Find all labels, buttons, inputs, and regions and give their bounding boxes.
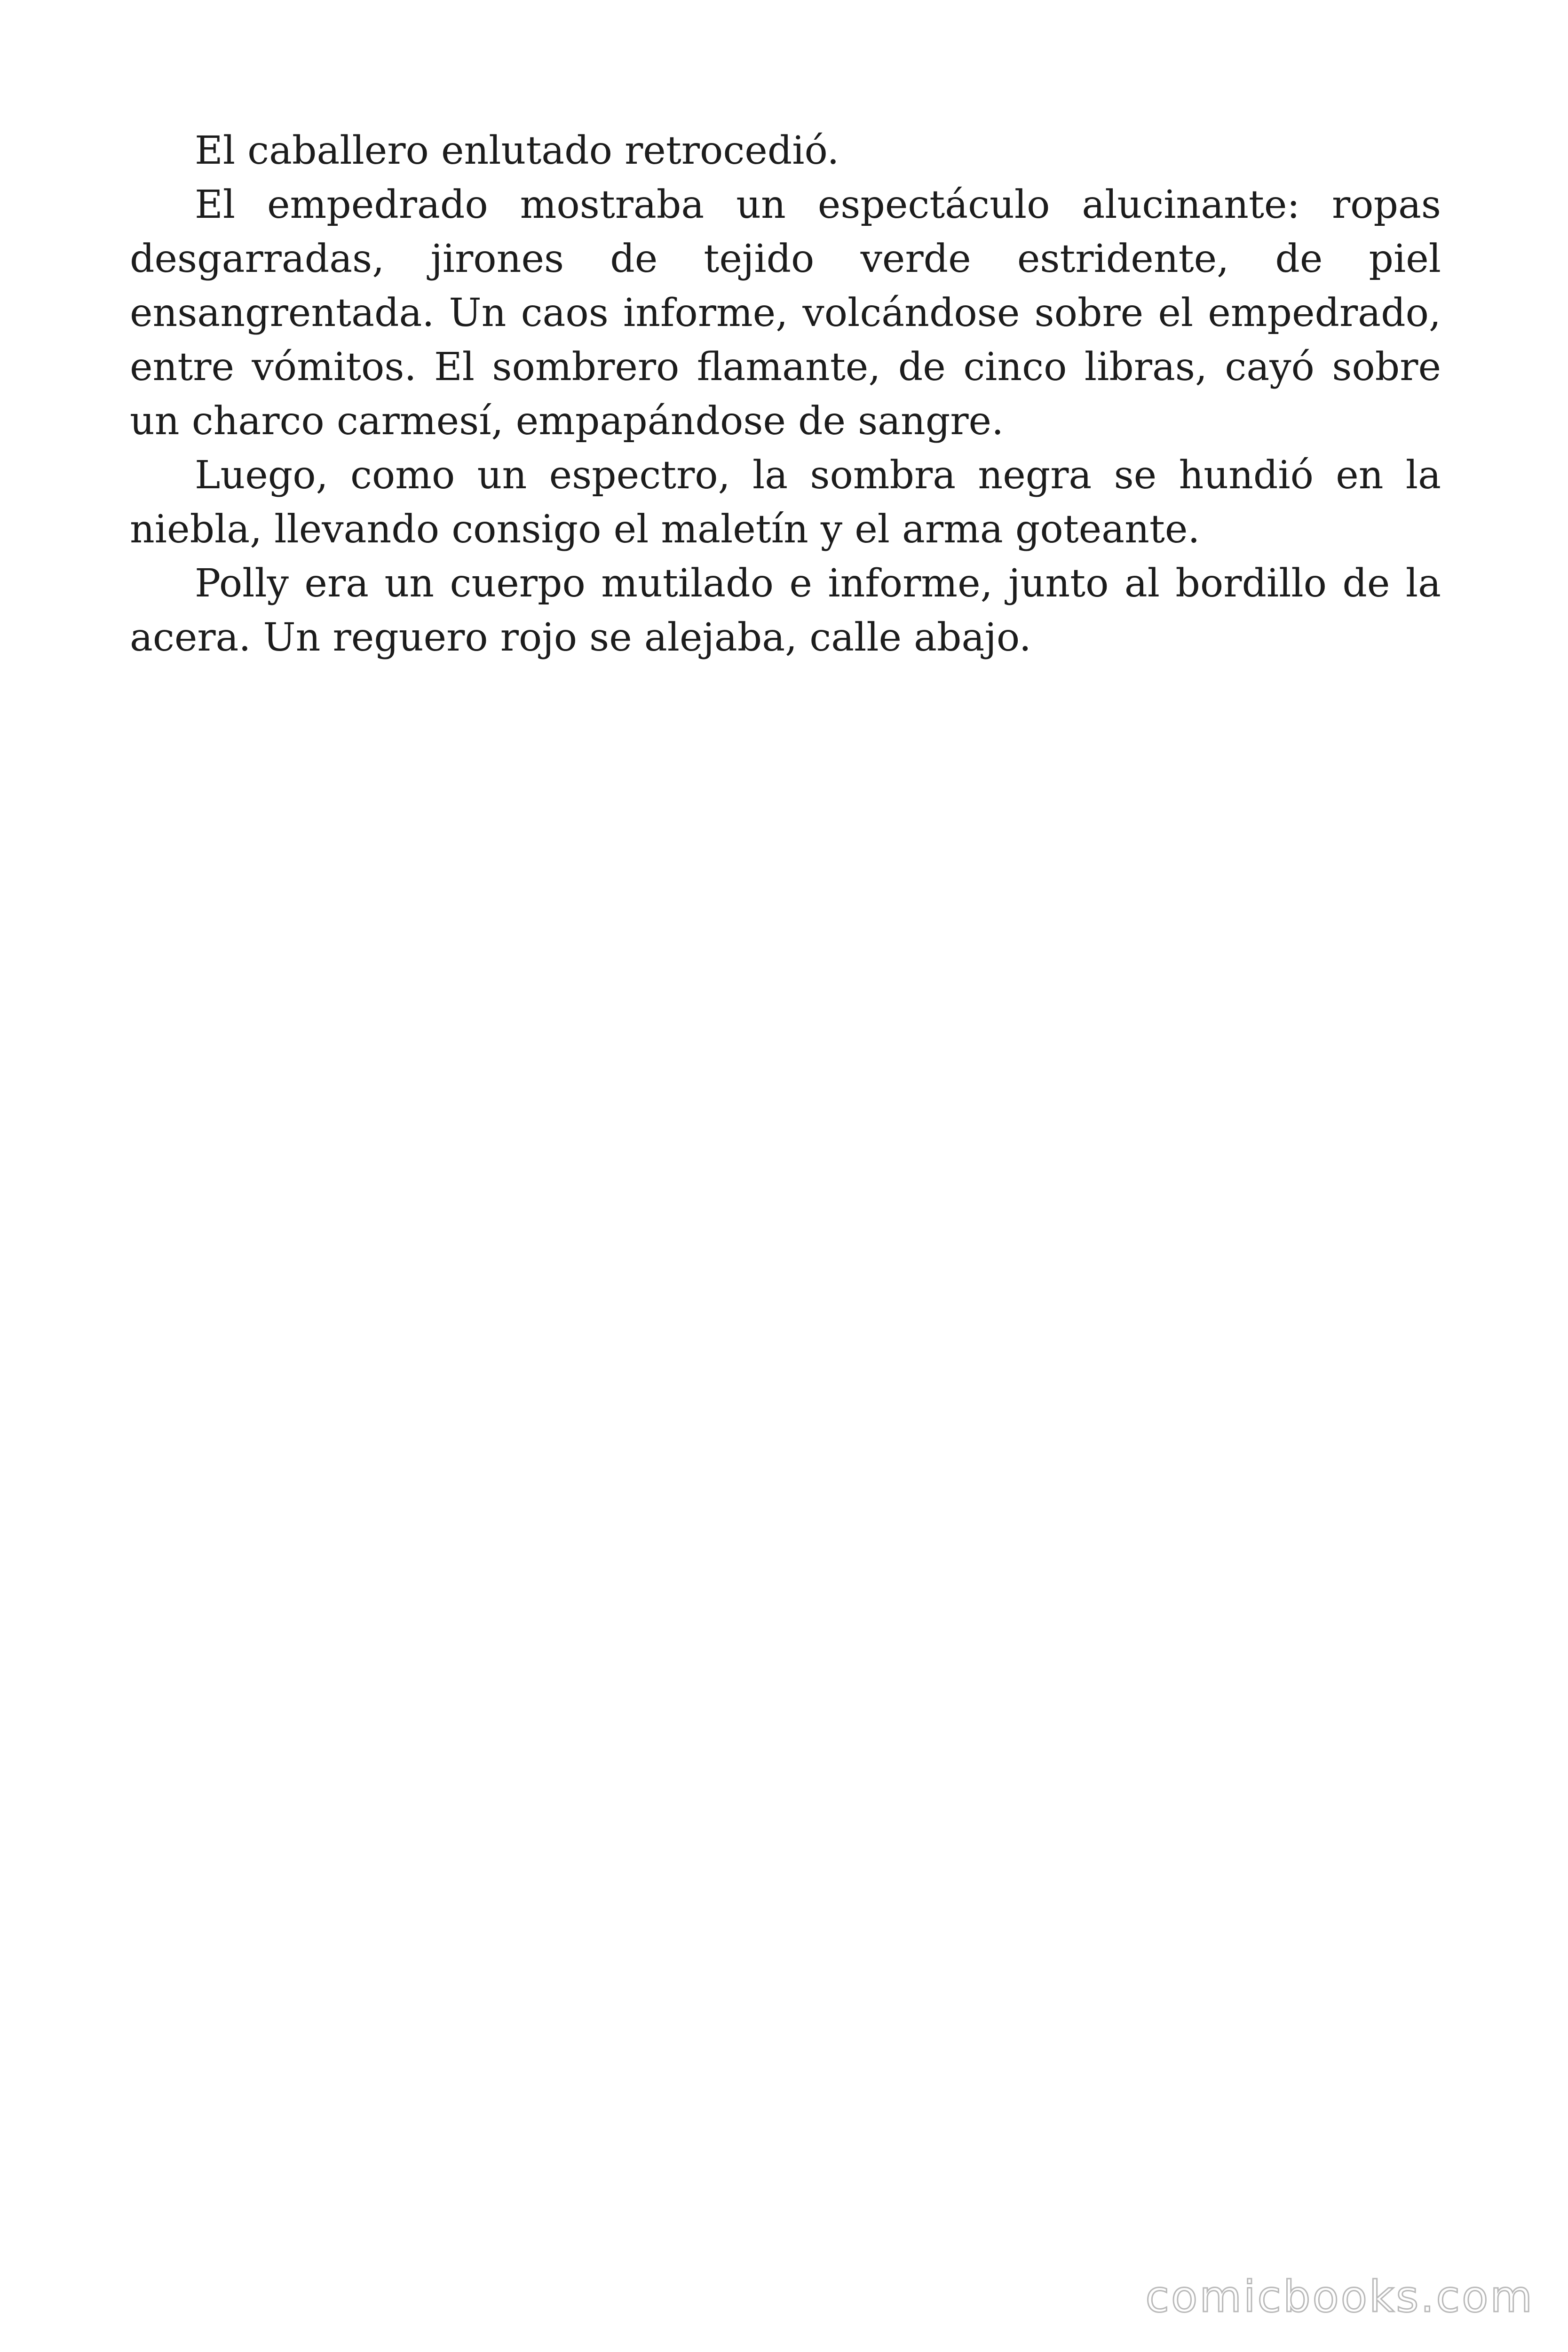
body-text xyxy=(130,124,1441,665)
paragraph: El caballero enlutado retrocedió. xyxy=(195,128,839,173)
paragraph: Polly era un cuerpo mutilado e informe, junto al bordillo de la acera. Un reguero rojo se alejaba, calle abajo. xyxy=(130,561,1441,660)
paragraph: Luego, como un espectro, la sombra negra se hundió en la niebla, llevando consigo el maletín y el arma goteante. xyxy=(130,453,1441,552)
paragraph: El empedrado mostraba un espectáculo alucinante: ropas desgarradas, jirones de tejido verde estridente, de piel ensangrentada. Un caos informe, volcándose sobre el empedrado, entre vómitos. El sombrero flamante, de cinco libras, cayó sobre un charco carmesí, empapándose de sangre. xyxy=(130,183,1441,444)
watermark: comicbooks.com xyxy=(1145,2272,1534,2322)
